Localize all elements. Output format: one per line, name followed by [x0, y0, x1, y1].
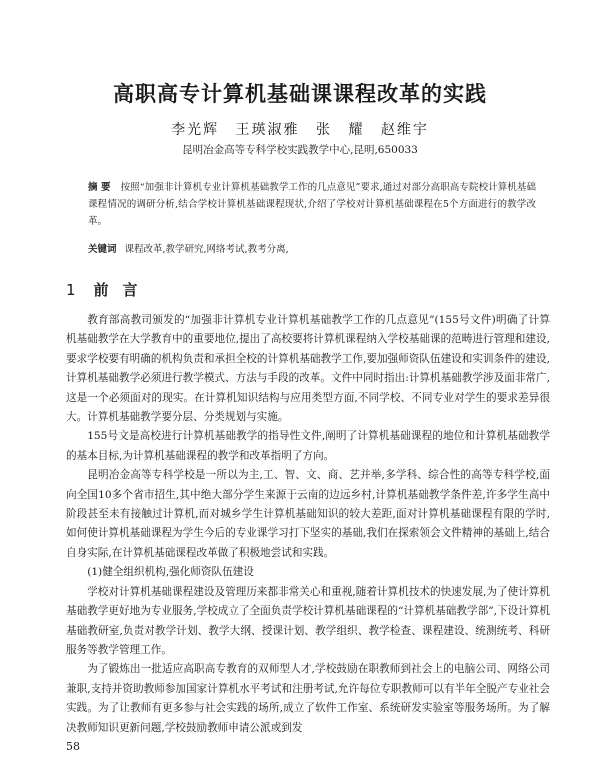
paragraph: 学校对计算机基础课程建设及管理历来都非常关心和重视,随着计算机技术的快速发展,为了使计算机基础教学更好地为专业服务,学校成立了全面负责学校计算机基础课程的“计算机基础教学部”,下设计算机基础教研室,负责对教学计划、教学大纲、授课计划、教学组织、教学检查、课程建设、统测统考、科研服务等教学管理工作。 — [66, 585, 550, 656]
paragraph: 155号文是高校进行计算机基础教学的指导性文件,阐明了计算机基础课程的地位和计算机基础教学的基本目标,为计算机基础课程的教学和改革指明了方向。 — [66, 430, 550, 462]
subheading: (1)健全组织机构,强化师资队伍建设 — [87, 566, 254, 579]
paragraph: 教育部高教司颁发的“加强非计算机专业计算机基础教学工作的几点意见”(155号文件)明确了计算机基础教学在大学教育中的重要地位,提出了高校要将计算机课程纳入学校基础课的范畴进行管理和建设,要求学校要有明确的机构负责和承担全校的计算机基础教学工作,要加强师资队伍建设和实训条件的建设,计算机基础教学必须进行教学模式、方法与手段的改革。文件中同时指出:计算机基础教学涉及面非常广,这是一个必须面对的现实。在计算机知识结构与应用类型方面,不同学校、不同专业对学生的要求差异很大。计算机基础教学要分层、分类规划与实施。 — [66, 314, 550, 424]
abstract-label: 摘 要 — [88, 182, 111, 193]
paragraph: 为了锻炼出一批适应高职高专教育的双师型人才,学校鼓励在职教师到社会上的电脑公司、网络公司兼职,支持并资助教师参加国家计算机水平考试和注册考试,允许每位专职教师可以有半年全脱产专业社会实践。为了让教师有更多参与社会实践的场所,成立了软件工作室、系统研发实验室等服务场所。为了解决教师知识更新问题,学校鼓励教师申请公派或到发 — [66, 663, 550, 734]
paragraph: 昆明冶金高等专科学校是一所以为主,工、智、文、商、艺并举,多学科、综合性的高等专科学校,面向全国10多个省市招生,其中绝大部分学生来源于云南的边远乡村,计算机基础教学条件差,许多学生高中阶段甚至未有接触过计算机,而对城乡学生计算机基础知识的较大差距,面对计算机基础课程有限的学时,如何使计算机基础课程为学生今后的专业课学习打下坚实的基础,我们在探索领会文件精神的基础上,结合自身实际,在计算机基础课程改革做了积极地尝试和实践。 — [66, 469, 550, 559]
keywords-text: 课程改革,教学研究,网络考试,教考分离, — [124, 244, 289, 255]
section-number: 1 — [66, 281, 76, 299]
keywords-label: 关键词 — [88, 244, 117, 255]
page-number: 58 — [66, 740, 80, 753]
body-text — [66, 311, 550, 738]
section-heading — [66, 279, 152, 300]
keywords — [88, 241, 536, 255]
abstract — [88, 179, 536, 230]
author-list: 李光辉 王瑛淑雅 张 耀 赵维宇 — [171, 122, 429, 138]
paper-title: 高职高专计算机基础课课程改革的实践 — [113, 82, 487, 106]
abstract-text: 按照“加强非计算机专业计算机基础教学工作的几点意见”要求,通过对部分高职高专院校计算机基础课程情况的调研分析,结合学校计算机基础课程现状,介绍了学校对计算机基础课程在5个方面进行的教学改革。 — [88, 182, 536, 227]
affiliation: 昆明冶金高等专科学校实践教学中心,昆明,650033 — [182, 144, 418, 156]
section-title: 前言 — [93, 281, 152, 299]
